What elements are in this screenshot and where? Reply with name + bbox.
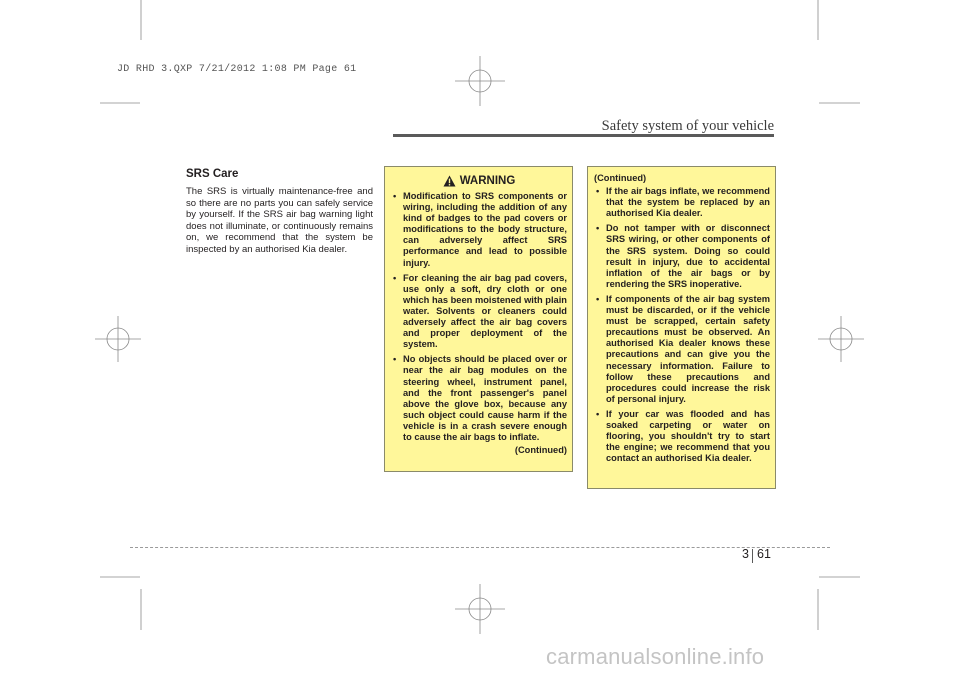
srs-care-heading: SRS Care: [186, 168, 239, 180]
continued-item: • Do not tamper with or disconnect SRS wiring, or other components of the SRS system. Doing so could result in injury, due to accidental inflation of the air bags or by rendering the SRS inoperative.: [596, 223, 770, 289]
warning-header: [391, 175, 567, 187]
continued-label: (Continued): [514, 445, 567, 456]
registration-mark-icon: [455, 584, 505, 634]
warning-list: [391, 191, 567, 443]
warning-triangle-icon: [443, 175, 456, 187]
header-rule: [393, 134, 774, 137]
continued-heading: (Continued): [594, 173, 647, 183]
registration-mark-icon: [818, 316, 864, 362]
footer-rule: [130, 547, 830, 548]
registration-mark-icon: [455, 56, 505, 106]
warning-item: • For cleaning the air bag pad covers, use only a soft, dry cloth or one which has been moistened with plain water. Solvents or cleaners could adversely affect the air bag covers and proper deployment of the system.: [393, 272, 567, 350]
warning-title: WARNING: [459, 175, 516, 187]
chapter-separator: [752, 549, 753, 563]
continued-box: [587, 166, 776, 489]
warning-item: • Modification to SRS components or wiring, including the addition of any kind of badges to the pad covers or modifications to the body structure, can adversely affect SRS performance and lead to possible injury.: [393, 191, 567, 268]
page-number: 61: [757, 547, 771, 561]
continued-item: • If the air bags inflate, we recommend that the system be replaced by an authorised Kia dealer.: [596, 186, 770, 219]
continued-item: • If components of the air bag system must be discarded, or if the vehicle must be scrapped, certain safety precautions must be observed. An authorised Kia dealer knows these precautions and can give you the necessary information. Failure to follow these precautions and procedures could increase the risk of personal injury.: [596, 293, 770, 404]
continued-list: [594, 186, 770, 464]
continued-item: • If your car was flooded and has soaked carpeting or water on flooring, you shouldn't try to start the engine; we recommend that you contact an authorised Kia dealer.: [596, 408, 770, 464]
print-slug: JD RHD 3.QXP 7/21/2012 1:08 PM Page 61: [117, 64, 357, 75]
warning-box: [384, 166, 573, 472]
warning-item: • No objects should be placed over or near the air bag modules on the steering wheel, instrument panel, and the front passenger's panel above the glove box, because any such object could cause harm if the vehicle is in a crash severe enough to cause the air bags to inflate.: [393, 354, 567, 442]
chapter-number: 3: [742, 547, 749, 561]
section-title: Safety system of your vehicle: [601, 118, 774, 134]
registration-mark-icon: [95, 316, 141, 362]
site-watermark: carmanualsonline.info: [546, 644, 765, 669]
srs-care-section: [186, 168, 373, 255]
srs-care-body: The SRS is virtually maintenance-free and so there are no parts you can safely service by yourself. If the SRS air bag warning light does not illuminate, or continuously remains on, we recommend that the system be inspected by an authorised Kia dealer.: [186, 186, 373, 255]
